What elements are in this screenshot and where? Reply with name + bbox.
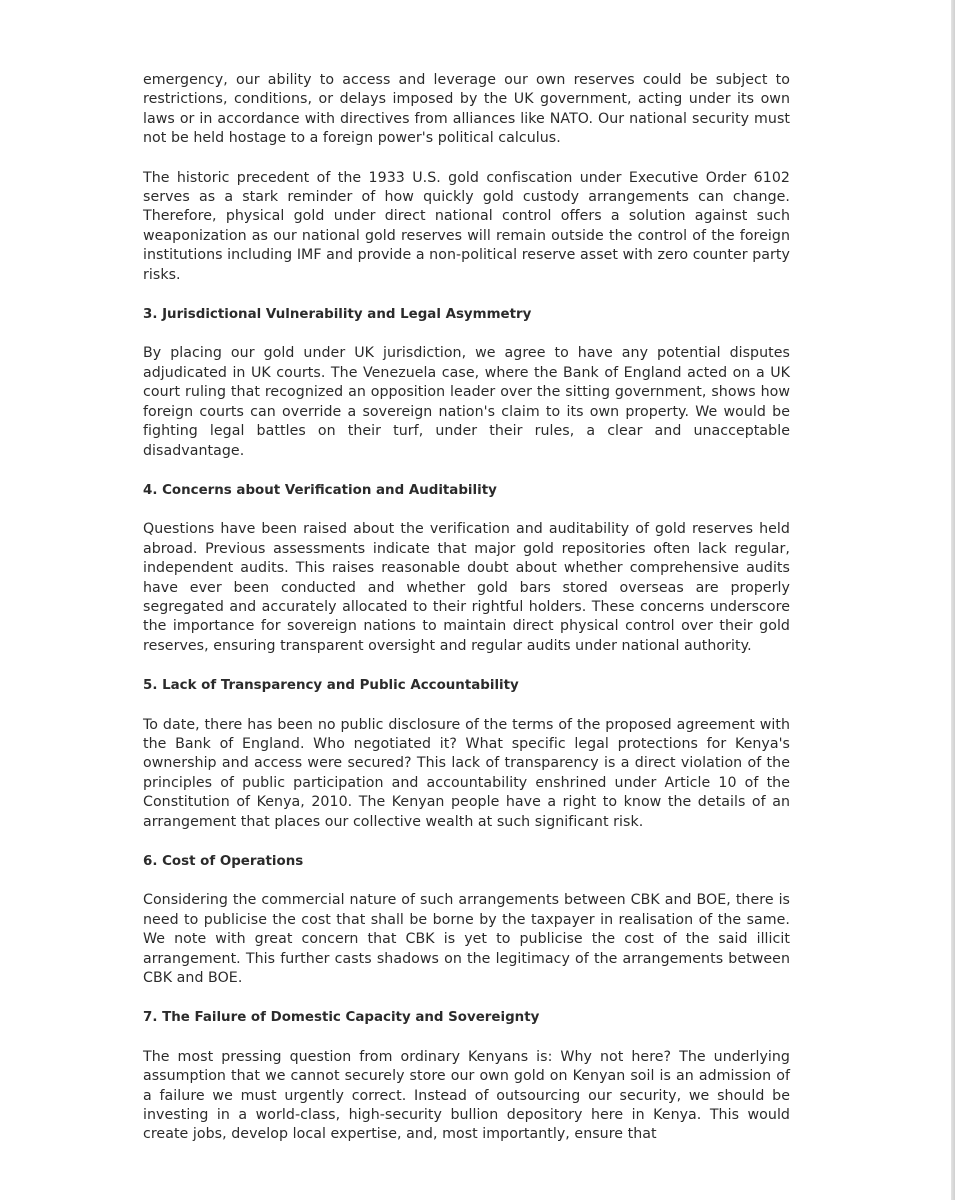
paragraph-verification: Questions have been raised about the verification and auditability of gold reserves held abroad. Previous assessments indicate that major gold repositories often lack regular, independent audits. This raises reasonable doubt about whether comprehensive audits have ever been conducted and whether gold bars stored overseas are properly segregated and accurately allocated to their rightful holders. These concerns underscore the importance for sovereign nations to maintain direct physical control over their gold reserves, ensuring transparent oversight and regular audits under national authority. [143,521,790,654]
section-heading-5: 5. Lack of Transparency and Public Accountability [143,678,519,694]
paragraph-domestic-capacity: The most pressing question from ordinary Kenyans is: Why not here? The underlying assumption that we cannot securely store our own gold on Kenyan soil is an admission of a failure we must urgently correct. Instead of outsourcing our security, we should be investing in a world-class, high-security bullion depository here in Kenya. This would create jobs, develop local expertise, and, most importantly, ensure that [143,1048,790,1143]
paragraph-transparency: To date, there has been no public disclosure of the terms of the proposed agreement with the Bank of England. Who negotiated it? What specific legal protections for Kenya's ownership and access were secured? This lack of transparency is a direct violation of the principles of public participation and accountability enshrined under Article 10 of the Constitution of Kenya, 2010. The Kenyan people have a right to know the details of an arrangement that places our collective wealth at such significant risk. [143,716,790,830]
paragraph-jurisdiction: By placing our gold under UK jurisdiction, we agree to have any potential disputes adjudicated in UK courts. The Venezuela case, where the Bank of England acted on a UK court ruling that recognized an opposition leader over the sitting government, shows how foreign courts can override a sovereign nation's claim to its own property. We would be fighting legal battles on their turf, under their rules, a clear and unacceptable disadvantage. [143,345,790,459]
paragraph-cost: Considering the commercial nature of such arrangements between CBK and BOE, there is need to publicise the cost that shall be borne by the taxpayer in realisation of the same. We note with great concern that CBK is yet to publicise the cost of the said illicit arrangement. This further casts shadows on the legitimacy of the arrangements between CBK and BOE. [143,892,790,987]
page-edge-shadow [951,0,955,1200]
paragraph-historic-precedent: The historic precedent of the 1933 U.S. gold confiscation under Executive Order 6102 serves as a stark reminder of how quickly gold custody arrangements can change. Therefore, physical gold under direct national control offers a solution against such weaponization as our national gold reserves will remain outside the control of the foreign institutions including IMF and provide a non-political reserve asset with zero counter party risks. [143,169,790,283]
section-heading-3: 3. Jurisdictional Vulnerability and Legal Asymmetry [143,307,532,323]
section-heading-6: 6. Cost of Operations [143,854,304,869]
document-body [143,71,790,1165]
section-heading-4: 4. Concerns about Verification and Auditability [143,482,497,498]
paragraph-emergency-access: emergency, our ability to access and leverage our own reserves could be subject to restrictions, conditions, or delays imposed by the UK government, acting under its own laws or in accordance with directives from alliances like NATO. Our national security must not be held hostage to a foreign power's political calculus. [143,72,790,147]
section-heading-7: 7. The Failure of Domestic Capacity and Sovereignty [143,1010,540,1026]
